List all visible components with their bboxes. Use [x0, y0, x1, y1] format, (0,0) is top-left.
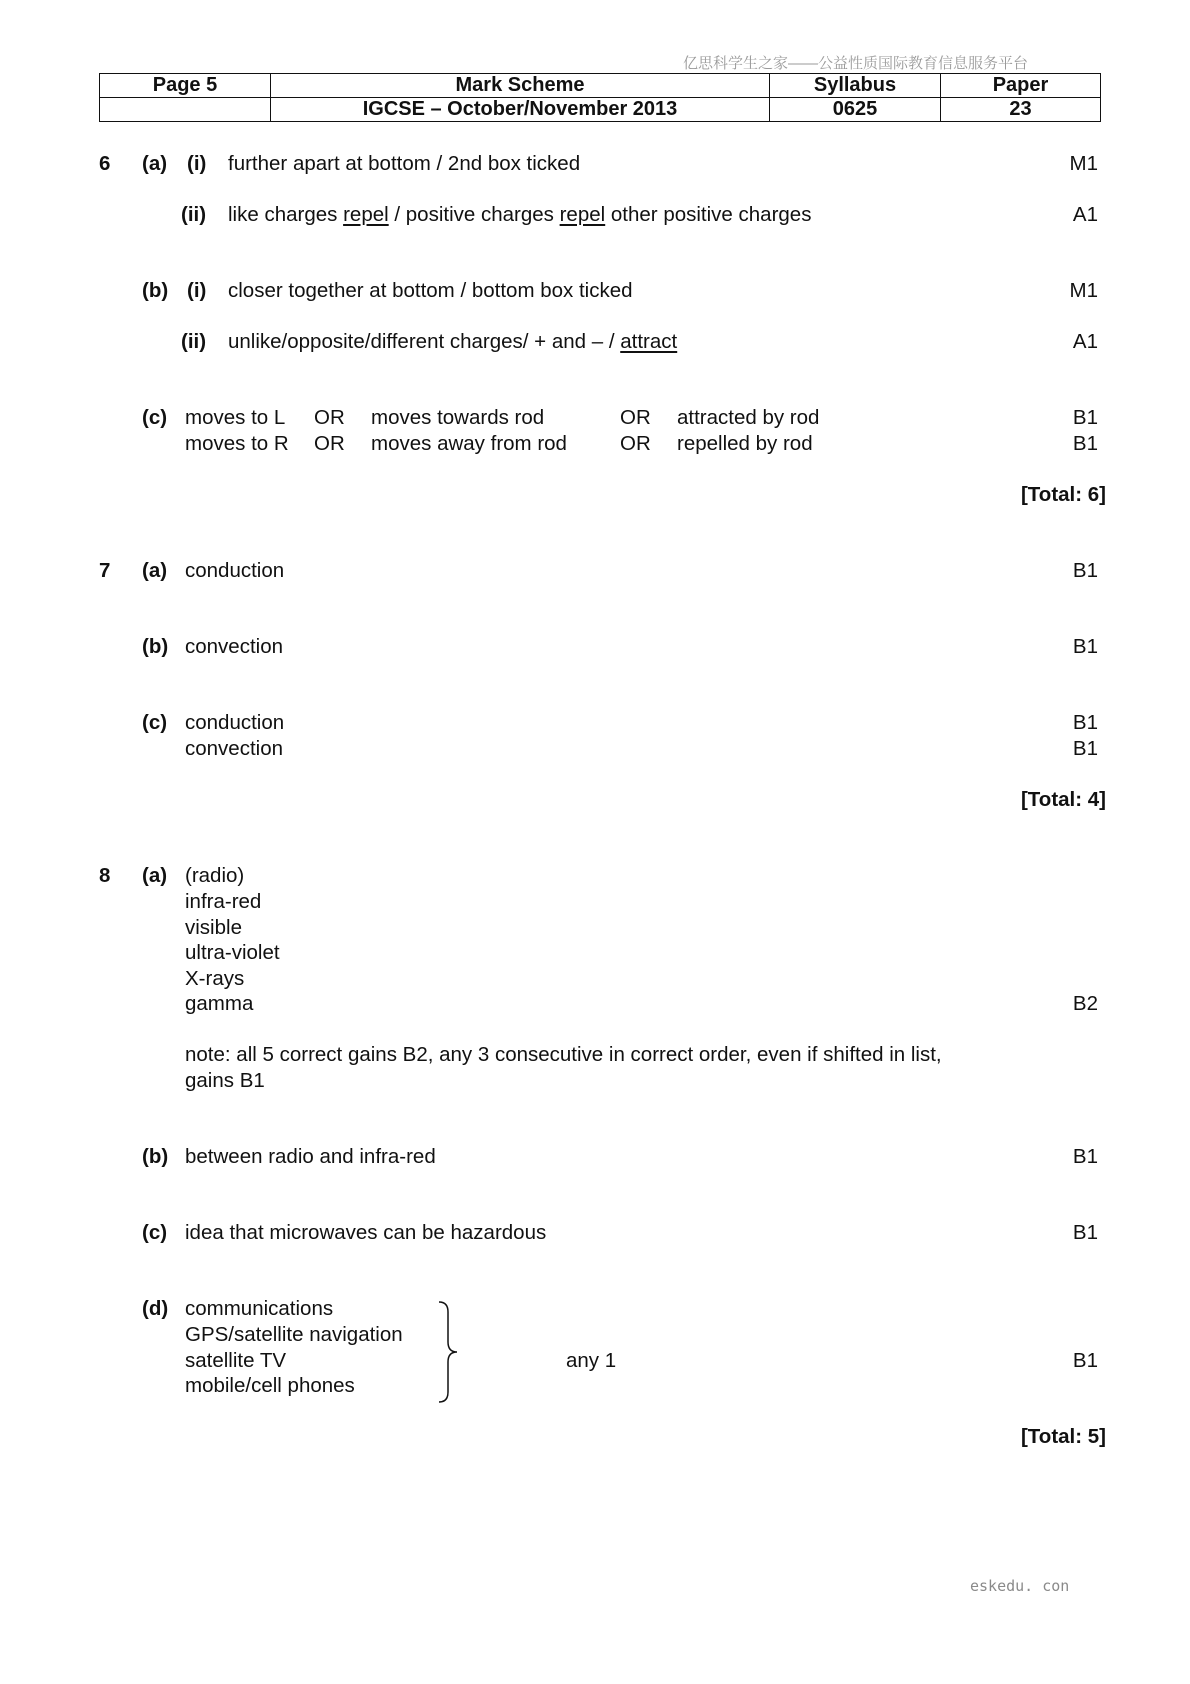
q6-c-r1-or2: OR: [620, 406, 651, 429]
q7-b-mark: B1: [1072, 635, 1098, 658]
header-empty-cell: [100, 98, 271, 122]
q6-number: 6: [99, 152, 111, 175]
q7-a-text: conduction: [185, 559, 285, 582]
q6-b-label: (b): [142, 279, 169, 302]
q7-b-text: convection: [185, 635, 284, 658]
q8-number: 8: [99, 864, 111, 887]
q6-b-ii-text: unlike/opposite/different charges/ + and – / attract: [228, 330, 678, 353]
q8-b-mark: B1: [1072, 1145, 1098, 1168]
q8-b-text: between radio and infra-red: [185, 1145, 436, 1168]
q8-d-any: any 1: [566, 1349, 617, 1372]
q6-a-ii-label: (ii): [181, 203, 207, 226]
q6-c-r2-b: moves away from rod: [371, 432, 567, 455]
q6-b-ii-mark: A1: [1072, 330, 1098, 353]
q6-b-ii-label: (ii): [181, 330, 207, 353]
header-table: [99, 73, 1101, 122]
q6-c-r1-b: moves towards rod: [371, 406, 545, 429]
q8-a-label: (a): [142, 864, 168, 887]
q7-b-label: (b): [142, 635, 169, 658]
q6-c-r2-a: moves to R: [185, 432, 289, 455]
q7-a-label: (a): [142, 559, 168, 582]
q7-a-mark: B1: [1072, 559, 1098, 582]
q8-a-mark: B2: [1072, 992, 1098, 1015]
header-paper: 23: [941, 98, 1101, 122]
q6-c-r2-or1: OR: [314, 432, 345, 455]
q6-a-label: (a): [142, 152, 168, 175]
q7-total: [Total: 4]: [1020, 788, 1106, 811]
q8-a-item-ultra-violet: ultra-violet: [185, 941, 280, 964]
q7-c-line1: conduction: [185, 711, 285, 734]
q8-d-item-gps: GPS/satellite navigation: [185, 1323, 403, 1346]
q8-d-mark: B1: [1072, 1349, 1098, 1372]
watermark-bottom: eskedu. con: [970, 1577, 1070, 1595]
q6-c-r1-mark: B1: [1072, 406, 1098, 429]
header-exam: IGCSE – October/November 2013: [271, 98, 770, 122]
q6-a-ii-mark: A1: [1072, 203, 1098, 226]
q8-b-label: (b): [142, 1145, 169, 1168]
q8-d-item-mobile: mobile/cell phones: [185, 1374, 355, 1397]
q8-a-item-visible: visible: [185, 916, 242, 939]
right-brace-icon: [436, 1300, 466, 1404]
q8-d-item-satellite-tv: satellite TV: [185, 1349, 287, 1372]
q6-a-i-label: (i): [187, 152, 207, 175]
q6-c-r1-c: attracted by rod: [677, 406, 820, 429]
q8-c-label: (c): [142, 1221, 168, 1244]
q7-c-line2-mark: B1: [1072, 737, 1098, 760]
q6-b-i-text: closer together at bottom / bottom box ticked: [228, 279, 633, 302]
q8-d-label: (d): [142, 1297, 169, 1320]
q8-c-text: idea that microwaves can be hazardous: [185, 1221, 547, 1244]
header-title: Mark Scheme: [271, 74, 770, 98]
q8-a-item-radio: (radio): [185, 864, 245, 887]
header-syllabus-label: Syllabus: [770, 74, 941, 98]
header-syllabus: 0625: [770, 98, 941, 122]
q8-a-item-gamma: gamma: [185, 992, 254, 1015]
q7-c-line1-mark: B1: [1072, 711, 1098, 734]
q7-number: 7: [99, 559, 111, 582]
q8-total: [Total: 5]: [1020, 1425, 1106, 1448]
q8-d-item-communications: communications: [185, 1297, 334, 1320]
q6-c-r1-or1: OR: [314, 406, 345, 429]
q8-a-note-line1: note: all 5 correct gains B2, any 3 consecutive in correct order, even if shifted in list,: [185, 1043, 942, 1066]
q8-a-note-line2: gains B1: [185, 1069, 265, 1092]
q6-c-r2-mark: B1: [1072, 432, 1098, 455]
q6-b-i-label: (i): [187, 279, 207, 302]
header-page: Page 5: [100, 74, 271, 98]
q6-a-i-text: further apart at bottom / 2nd box ticked: [228, 152, 581, 175]
q7-c-label: (c): [142, 711, 168, 734]
q6-b-i-mark: M1: [1069, 279, 1098, 302]
q6-a-i-mark: M1: [1069, 152, 1098, 175]
q8-a-item-x-rays: X-rays: [185, 967, 245, 990]
q8-a-item-infra-red: infra-red: [185, 890, 262, 913]
q6-total: [Total: 6]: [1020, 483, 1106, 506]
header-paper-label: Paper: [941, 74, 1101, 98]
q6-c-r2-or2: OR: [620, 432, 651, 455]
q6-c-label: (c): [142, 406, 168, 429]
q7-c-line2: convection: [185, 737, 284, 760]
q6-c-r1-a: moves to L: [185, 406, 286, 429]
watermark-top: 亿思科学生之家——公益性质国际教育信息服务平台: [683, 55, 1029, 72]
q6-c-r2-c: repelled by rod: [677, 432, 813, 455]
q8-c-mark: B1: [1072, 1221, 1098, 1244]
q6-a-ii-text: like charges repel / positive charges repel other positive charges: [228, 203, 812, 226]
